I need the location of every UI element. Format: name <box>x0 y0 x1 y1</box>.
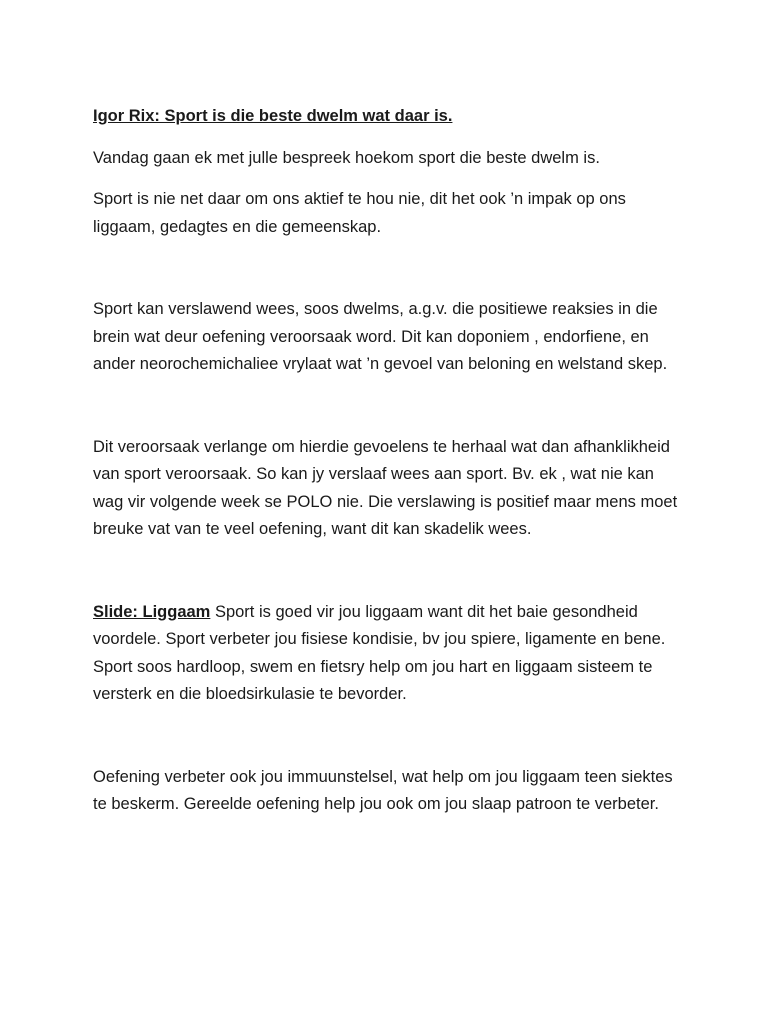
intro-paragraph: Vandag gaan ek met julle bespreek hoekom sport die beste dwelm is. <box>93 148 600 167</box>
slide-body-text: Sport is goed vir jou liggaam want dit het baie gesondheid voordele. Sport verbeter jou fisiese kondisie, bv jou spiere, ligamente en bene. Sport soos hardloop, swem en fietsry help om jou hart en liggaam sisteem te versterk en die bloedsirkulasie te bevorder. <box>93 602 666 703</box>
slide-label: Slide: Liggaam <box>93 602 211 621</box>
addiction-paragraph: Sport kan verslawend wees, soos dwelms, a.g.v. die positiewe reaksies in die brein wat deur oefening veroorsaak word. Dit kan doponiem , endorfiene, en ander neorochemichaliee vrylaat wat ’n gevoel van beloning en welstand skep. <box>93 300 668 373</box>
dependency-paragraph: Dit veroorsaak verlange om hierdie gevoelens te herhaal wat dan afhanklikheid van sport veroorsaak. So kan jy verslaaf wees aan sport. Bv. ek , wat nie kan wag vir volgende week se POLO nie. Die verslawing is positief maar mens moet breuke vat van te veel oefening, want dit kan skadelik wees. <box>93 437 678 538</box>
slide-body-paragraph <box>93 599 683 709</box>
immune-paragraph: Oefening verbeter ook jou immuunstelsel, wat help om jou liggaam teen siektes te beskerm. Gereelde oefening help jou ook om jou slaap patroon te verbeter. <box>93 767 673 813</box>
document-title: Igor Rix: Sport is die beste dwelm wat daar is. <box>93 107 453 125</box>
document-body <box>93 103 683 819</box>
impact-paragraph: Sport is nie net daar om ons aktief te hou nie, dit het ook ’n impak op ons liggaam, gedagtes en die gemeenskap. <box>93 190 626 236</box>
